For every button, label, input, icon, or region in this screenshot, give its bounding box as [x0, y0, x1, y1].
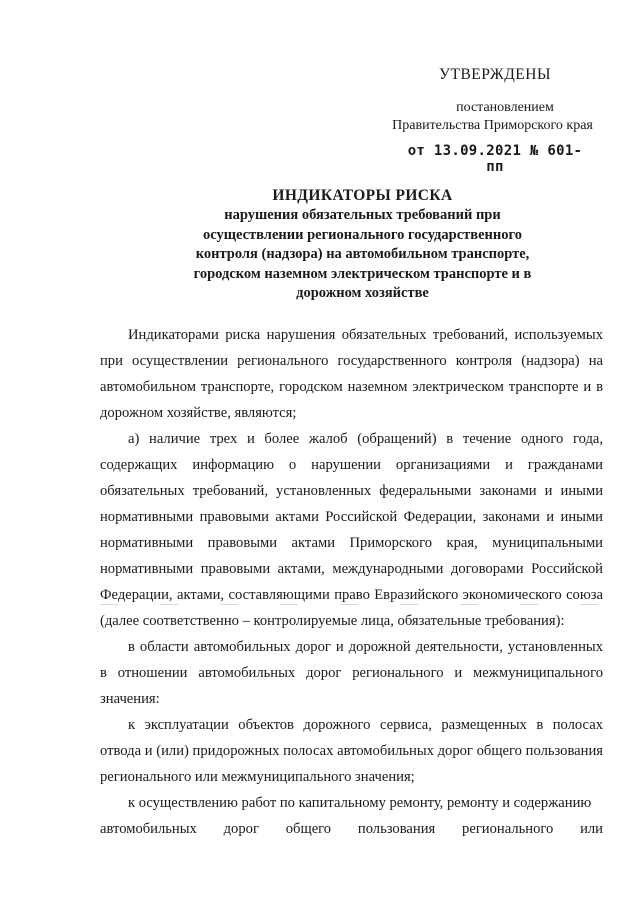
- heading-title: ИНДИКАТОРЫ РИСКА: [272, 187, 453, 204]
- approval-line-government: Правительства Приморского края: [392, 118, 593, 133]
- heading-subtitle-line: контроля (надзора) на автомобильном транспорте,: [195, 246, 530, 262]
- scan-artifact-line: [100, 604, 630, 605]
- heading-subtitle-line: нарушения обязательных требований при: [224, 207, 501, 223]
- body-paragraph-service: к эксплуатации объектов дорожного сервиса, размещенных в полосах отвода и (или) придорожных полосах автомобильных дорог общего пользования регионального или межмуниципального значения;: [100, 717, 603, 785]
- body-paragraph-item-a: а) наличие трех и более жалоб (обращений) в течение одного года, содержащих информацию о нарушении организациями и гражданами обязательных требований, установленных федеральными законами и иными нормативными правовыми актами Российской Федерации, законами и иными нормативными правовыми актами Приморского края, муниципальными нормативными правовыми актами, международными договорами Российской Федерации, актами, составляющими право Евразийского экономического союза (далее соответственно – контролируемые лица, обязательные требования):: [100, 431, 603, 629]
- body-paragraph-roads: в области автомобильных дорог и дорожной деятельности, установленных в отношении автомобильных дорог регионального и межмуниципального значения:: [100, 639, 603, 707]
- body-paragraph-intro: Индикаторами риска нарушения обязательных требований, используемых при осуществлении регионального государственного контроля (надзора) на автомобильном транспорте, городском наземном электрическом транспорте и в дорожном хозяйстве, являются;: [100, 327, 603, 421]
- heading-subtitle-line: осуществлении регионального государственного: [203, 226, 522, 243]
- document-body: [100, 322, 603, 842]
- body-paragraph-repair: к осуществлению работ по капитальному ремонту, ремонту и содержанию: [128, 795, 592, 811]
- approval-date-number: от 13.09.2021 № 601-пп: [407, 143, 583, 175]
- document-heading: [160, 186, 565, 304]
- heading-subtitle-line: дорожном хозяйстве: [296, 285, 429, 301]
- approval-title: УТВЕРЖДЕНЫ: [439, 66, 551, 83]
- approval-line-decree: постановлением: [456, 100, 554, 115]
- heading-subtitle-line: городском наземном электрическом транспорте и в: [193, 265, 532, 282]
- body-paragraph-continuation: автомобильных дорог общего пользования регионального или: [100, 821, 603, 837]
